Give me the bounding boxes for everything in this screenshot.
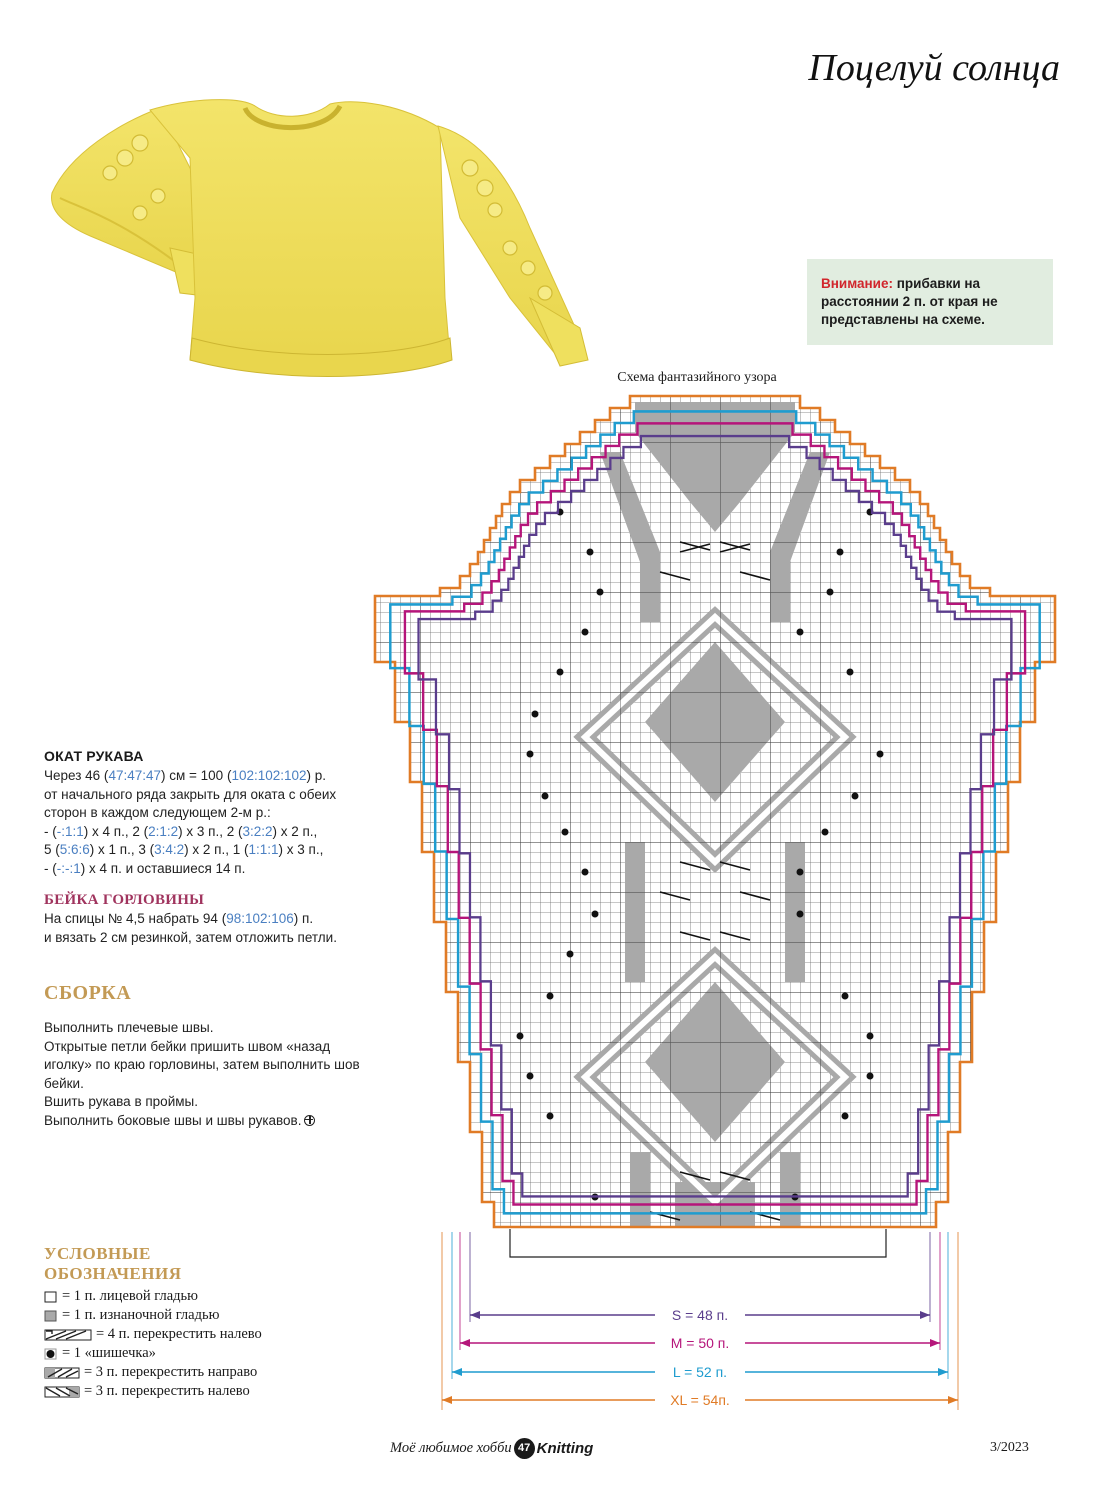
size-m-label: M = 50 п. [670, 1335, 730, 1351]
okat-heading: ОКАТ РУКАВА [44, 748, 144, 764]
cross-4-left-icon [44, 1329, 92, 1341]
beika-text: На спицы № 4,5 набрать 94 (98:102:106) п. и вязать 2 см резинкой, затем отложить петли. [44, 911, 337, 945]
issue-number: 3/2023 [990, 1440, 1029, 1455]
size-s-label: S = 48 п. [671, 1307, 729, 1323]
knit-stitch-icon [44, 1291, 58, 1303]
attention-text: прибавки на расстоянии 2 п. от края не представлены на схеме. [821, 276, 998, 327]
scheme-title: Схема фантазийного узора [617, 370, 777, 385]
bobble-icon [44, 1348, 58, 1360]
sborka-text: Выполнить плечевые швы. Открытые петли бейки пришить швом «назад иголку» по краю горловины, затем выполнить шов бейки. Вшить рукава в проймы. Выполнить боковые швы и швы рукавов. [44, 1020, 360, 1128]
pattern-chart [320, 392, 1090, 1422]
size-l-label: L = 52 п. [672, 1364, 728, 1380]
legend-heading: УСЛОВНЫЕ ОБОЗНАЧЕНИЯ [44, 1244, 182, 1283]
footer-magazine: Моё любимое хобби 47 Knitting [390, 1439, 594, 1457]
beika-heading: БЕЙКА ГОРЛОВИНЫ [44, 892, 205, 908]
legend-item: = 1 п. лицевой гладью [44, 1287, 262, 1306]
dim-m [460, 1232, 940, 1352]
legend-item: = 1 п. изнаночной гладью [44, 1306, 262, 1325]
cross-3-right-icon [44, 1367, 80, 1379]
dim-s [470, 1232, 930, 1324]
attention-label: Внимание: [821, 276, 893, 291]
legend-item: = 3 п. перекрестить налево [44, 1382, 262, 1401]
sborka-heading: СБОРКА [44, 982, 132, 1004]
size-xl-label: XL = 54п. [670, 1392, 730, 1408]
legend-item: = 4 п. перекрестить налево [44, 1325, 262, 1344]
sweater-photo [40, 98, 600, 393]
legend [44, 1287, 262, 1401]
finish-icon [304, 1115, 315, 1126]
attention-note [807, 259, 1053, 345]
page-number: 47 [514, 1438, 535, 1459]
cross-3-left-icon [44, 1386, 80, 1398]
footer-brand: Knitting [536, 1439, 594, 1457]
legend-item: = 1 «шишечка» [44, 1344, 262, 1363]
purl-stitch-icon [44, 1310, 58, 1322]
page-title: Поцелуй солнца [808, 47, 1060, 89]
legend-item: = 3 п. перекрестить направо [44, 1363, 262, 1382]
okat-text: Через 46 (47:47:47) см = 100 (102:102:102) р. от начального ряда закрыть для оката с обеих сторон в каждом следующем 2-м р.: - (-:1:1) х 4 п., 2 (2:1:2) х 3 п., 2 (3:2:2) х 2 п., 5 (5:6:6) х 1 п., 3 (3:4:2) х 2 п., 1 (1:1:1) х 3 п., - (-:-:1) х 4 п. и оставшиеся 14 п. [44, 768, 337, 876]
